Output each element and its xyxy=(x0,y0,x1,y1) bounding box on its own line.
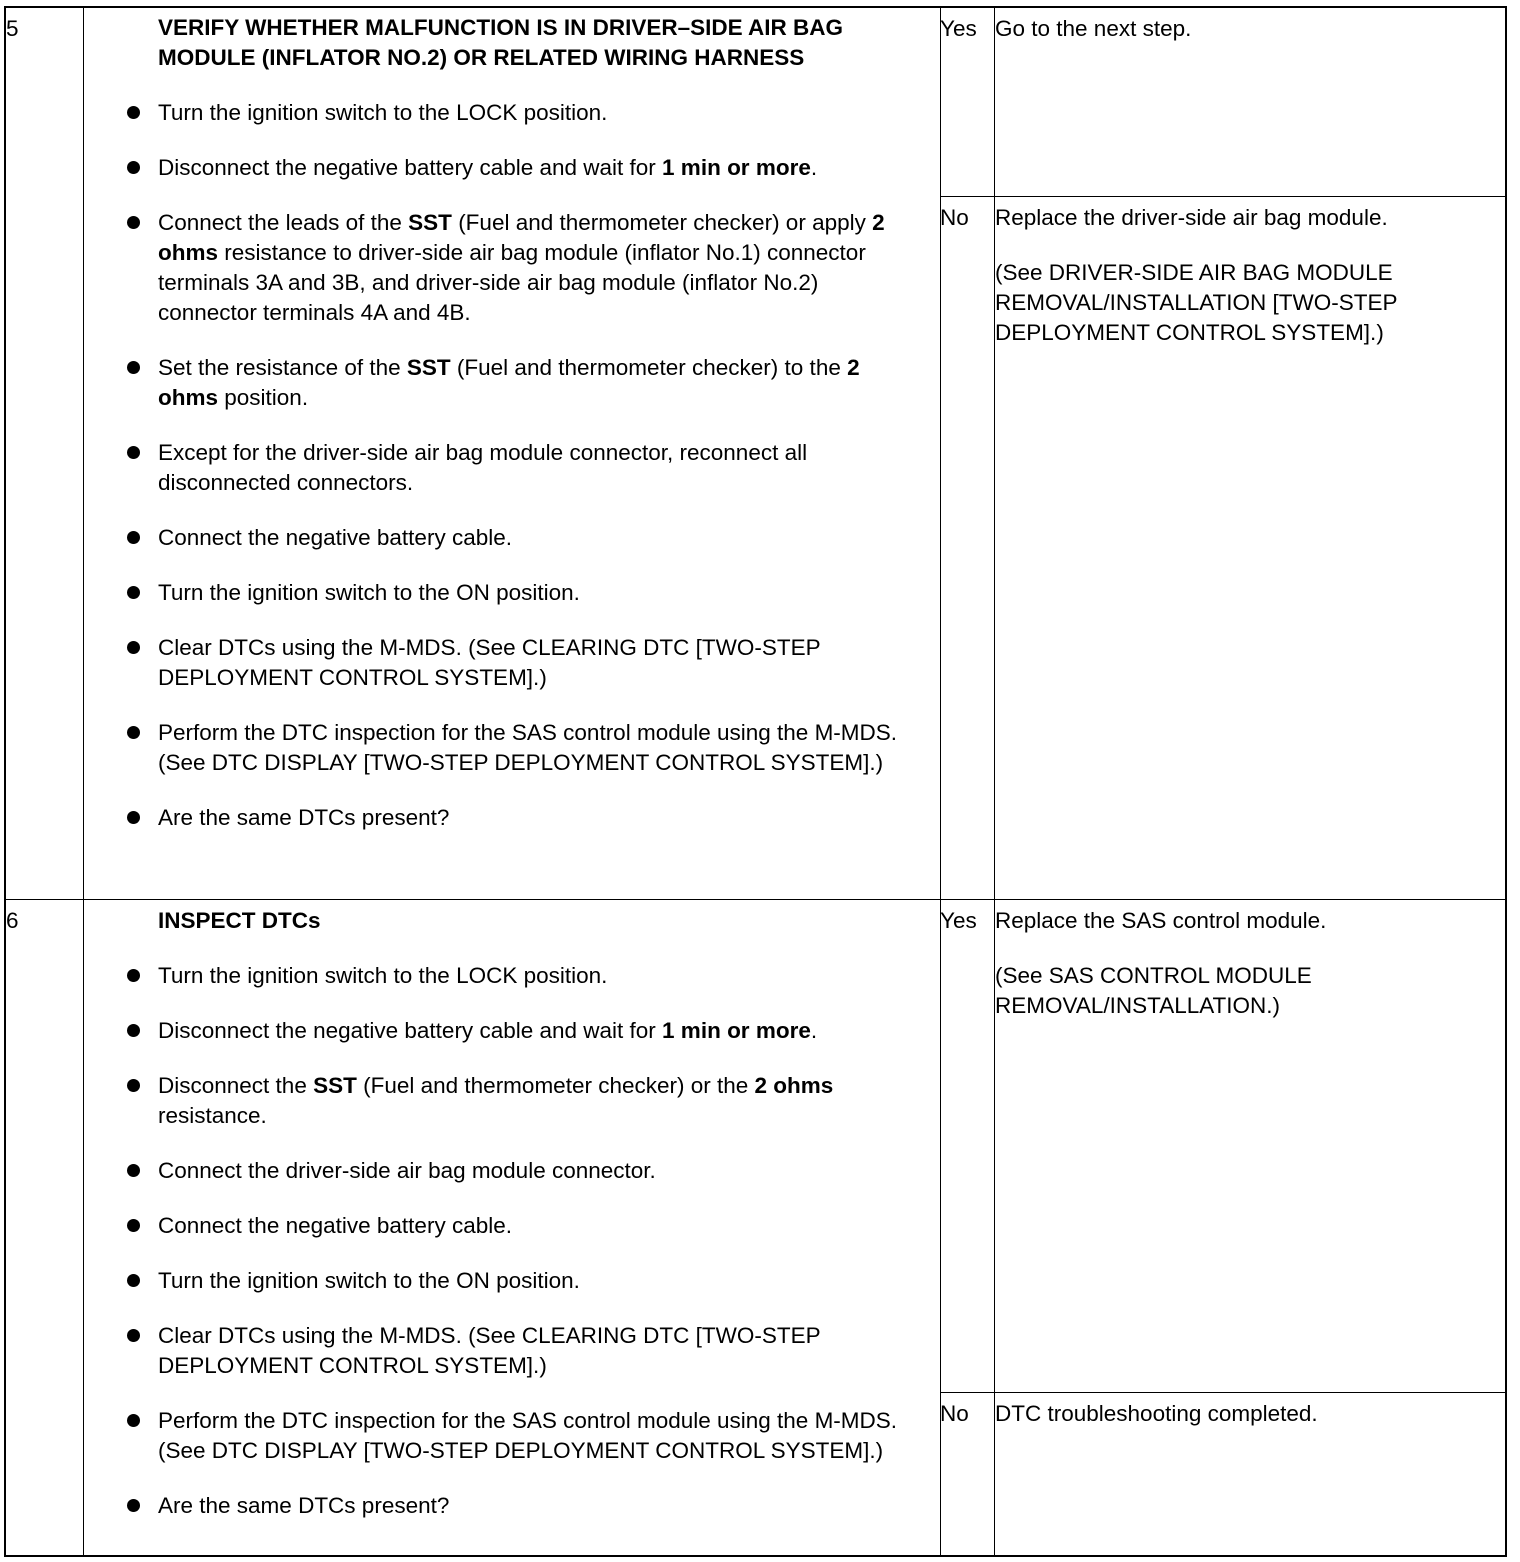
list-item-text: Are the same DTCs present? xyxy=(158,1493,450,1518)
step-5-content xyxy=(158,13,898,833)
step-5-bullet-list xyxy=(158,98,898,833)
no-label: No xyxy=(940,1401,969,1426)
column-divider xyxy=(83,8,84,1555)
list-item-text: . xyxy=(810,1018,818,1043)
list-item xyxy=(158,1266,898,1296)
list-item xyxy=(158,353,898,413)
result-text: Go to the next step. xyxy=(995,16,1192,41)
list-item-text: Perform the DTC inspection for the SAS control module using the M-MDS. (See DTC DISPLAY [TWO-STEP DEPLOYMENT CONTROL SYSTEM].) xyxy=(158,1408,898,1463)
column-divider xyxy=(940,8,941,1555)
yes-result xyxy=(995,14,1485,44)
list-item xyxy=(158,1016,898,1046)
list-item-text: Turn the ignition switch to the ON position. xyxy=(158,1268,580,1293)
list-item xyxy=(158,98,898,128)
step-6-content xyxy=(158,906,898,1521)
bullet-icon xyxy=(127,1414,140,1427)
list-item xyxy=(158,1491,898,1521)
list-item-text: Except for the driver-side air bag module connector, reconnect all disconnected connectors. xyxy=(158,440,808,495)
list-item-text: Connect the negative battery cable. xyxy=(158,525,512,550)
list-item-text: Perform the DTC inspection for the SAS control module using the M-MDS. (See DTC DISPLAY [TWO-STEP DEPLOYMENT CONTROL SYSTEM].) xyxy=(158,720,898,775)
list-item xyxy=(158,1406,898,1466)
list-item xyxy=(158,578,898,608)
list-item-text: (Fuel and thermometer checker) to the xyxy=(450,355,848,380)
list-item-text: Disconnect the xyxy=(158,1073,314,1098)
bullet-icon xyxy=(127,361,140,374)
list-item xyxy=(158,718,898,778)
list-item-text: Turn the ignition switch to the LOCK position. xyxy=(158,100,608,125)
bullet-icon xyxy=(127,531,140,544)
list-item xyxy=(158,1071,898,1131)
list-item xyxy=(158,438,898,498)
list-item-text: Are the same DTCs present? xyxy=(158,805,450,830)
result-text: (See DRIVER-SIDE AIR BAG MODULE REMOVAL/INSTALLATION [TWO-STEP DEPLOYMENT CONTROL SYSTEM].) xyxy=(995,260,1398,345)
list-item-text: (Fuel and thermometer checker) or apply xyxy=(451,210,873,235)
bullet-icon xyxy=(127,726,140,739)
list-item-text: resistance. xyxy=(158,1103,267,1128)
step-6-bullet-list xyxy=(158,961,898,1521)
result-text: (See SAS CONTROL MODULE REMOVAL/INSTALLATION.) xyxy=(995,963,1312,1018)
list-item-text: position. xyxy=(218,385,309,410)
emphasis-text: 2 ohms xyxy=(158,355,860,410)
no-label: No xyxy=(940,205,969,230)
bullet-icon xyxy=(127,1274,140,1287)
list-item xyxy=(158,633,898,693)
emphasis-text: 2 ohms xyxy=(754,1073,834,1098)
emphasis-text: SST xyxy=(406,355,451,380)
list-item-text: (Fuel and thermometer checker) or the xyxy=(356,1073,755,1098)
row-divider xyxy=(6,899,1505,900)
list-item xyxy=(158,153,898,183)
emphasis-text: 1 min or more xyxy=(662,155,811,180)
bullet-icon xyxy=(127,586,140,599)
bullet-icon xyxy=(127,1499,140,1512)
yes-result xyxy=(995,906,1485,1021)
yes-no-divider xyxy=(940,1392,1505,1393)
list-item xyxy=(158,208,898,328)
list-item-text: Connect the leads of the xyxy=(158,210,409,235)
bullet-icon xyxy=(127,446,140,459)
emphasis-text: 1 min or more xyxy=(662,1018,811,1043)
list-item-text: Clear DTCs using the M-MDS. (See CLEARING DTC [TWO-STEP DEPLOYMENT CONTROL SYSTEM].) xyxy=(158,635,821,690)
no-result xyxy=(995,1399,1485,1429)
step-title: INSPECT DTCs xyxy=(158,908,321,933)
list-item-text: . xyxy=(810,155,818,180)
list-item-text: Disconnect the negative battery cable and wait for xyxy=(158,155,663,180)
bullet-icon xyxy=(127,106,140,119)
bullet-icon xyxy=(127,1329,140,1342)
list-item xyxy=(158,803,898,833)
result-text: Replace the SAS control module. xyxy=(995,908,1327,933)
step-number: 6 xyxy=(6,908,19,933)
list-item-text: Turn the ignition switch to the ON position. xyxy=(158,580,580,605)
bullet-icon xyxy=(127,161,140,174)
bullet-icon xyxy=(127,1219,140,1232)
yes-label: Yes xyxy=(940,908,977,933)
no-result xyxy=(995,203,1485,348)
emphasis-text: SST xyxy=(313,1073,357,1098)
yes-no-divider xyxy=(940,196,1505,197)
list-item-text: Connect the negative battery cable. xyxy=(158,1213,512,1238)
bullet-icon xyxy=(127,216,140,229)
list-item xyxy=(158,1156,898,1186)
step-title: VERIFY WHETHER MALFUNCTION IS IN DRIVER–SIDE AIR BAG MODULE (INFLATOR NO.2) OR RELATED WIRING HARNESS xyxy=(158,15,844,70)
result-text: Replace the driver-side air bag module. xyxy=(995,205,1388,230)
list-item-text: resistance to driver-side air bag module (inflator No.1) connector terminals 3A and 3B, and driver-side air bag module (inflator No.2) connector terminals 4A and 4B. xyxy=(158,240,866,325)
list-item-text: Connect the driver-side air bag module connector. xyxy=(158,1158,656,1183)
list-item-text: Clear DTCs using the M-MDS. (See CLEARING DTC [TWO-STEP DEPLOYMENT CONTROL SYSTEM].) xyxy=(158,1323,821,1378)
list-item xyxy=(158,1211,898,1241)
yes-label: Yes xyxy=(940,16,977,41)
list-item-text: Turn the ignition switch to the LOCK position. xyxy=(158,963,608,988)
list-item xyxy=(158,961,898,991)
step-number: 5 xyxy=(6,16,19,41)
list-item xyxy=(158,523,898,553)
list-item-text: Set the resistance of the xyxy=(158,355,407,380)
bullet-icon xyxy=(127,969,140,982)
list-item xyxy=(158,1321,898,1381)
emphasis-text: SST xyxy=(408,210,452,235)
emphasis-text: 2 ohms xyxy=(158,210,885,265)
bullet-icon xyxy=(127,1164,140,1177)
bullet-icon xyxy=(127,811,140,824)
bullet-icon xyxy=(127,1079,140,1092)
result-text: DTC troubleshooting completed. xyxy=(995,1401,1318,1426)
bullet-icon xyxy=(127,641,140,654)
bullet-icon xyxy=(127,1024,140,1037)
list-item-text: Disconnect the negative battery cable and wait for xyxy=(158,1018,663,1043)
